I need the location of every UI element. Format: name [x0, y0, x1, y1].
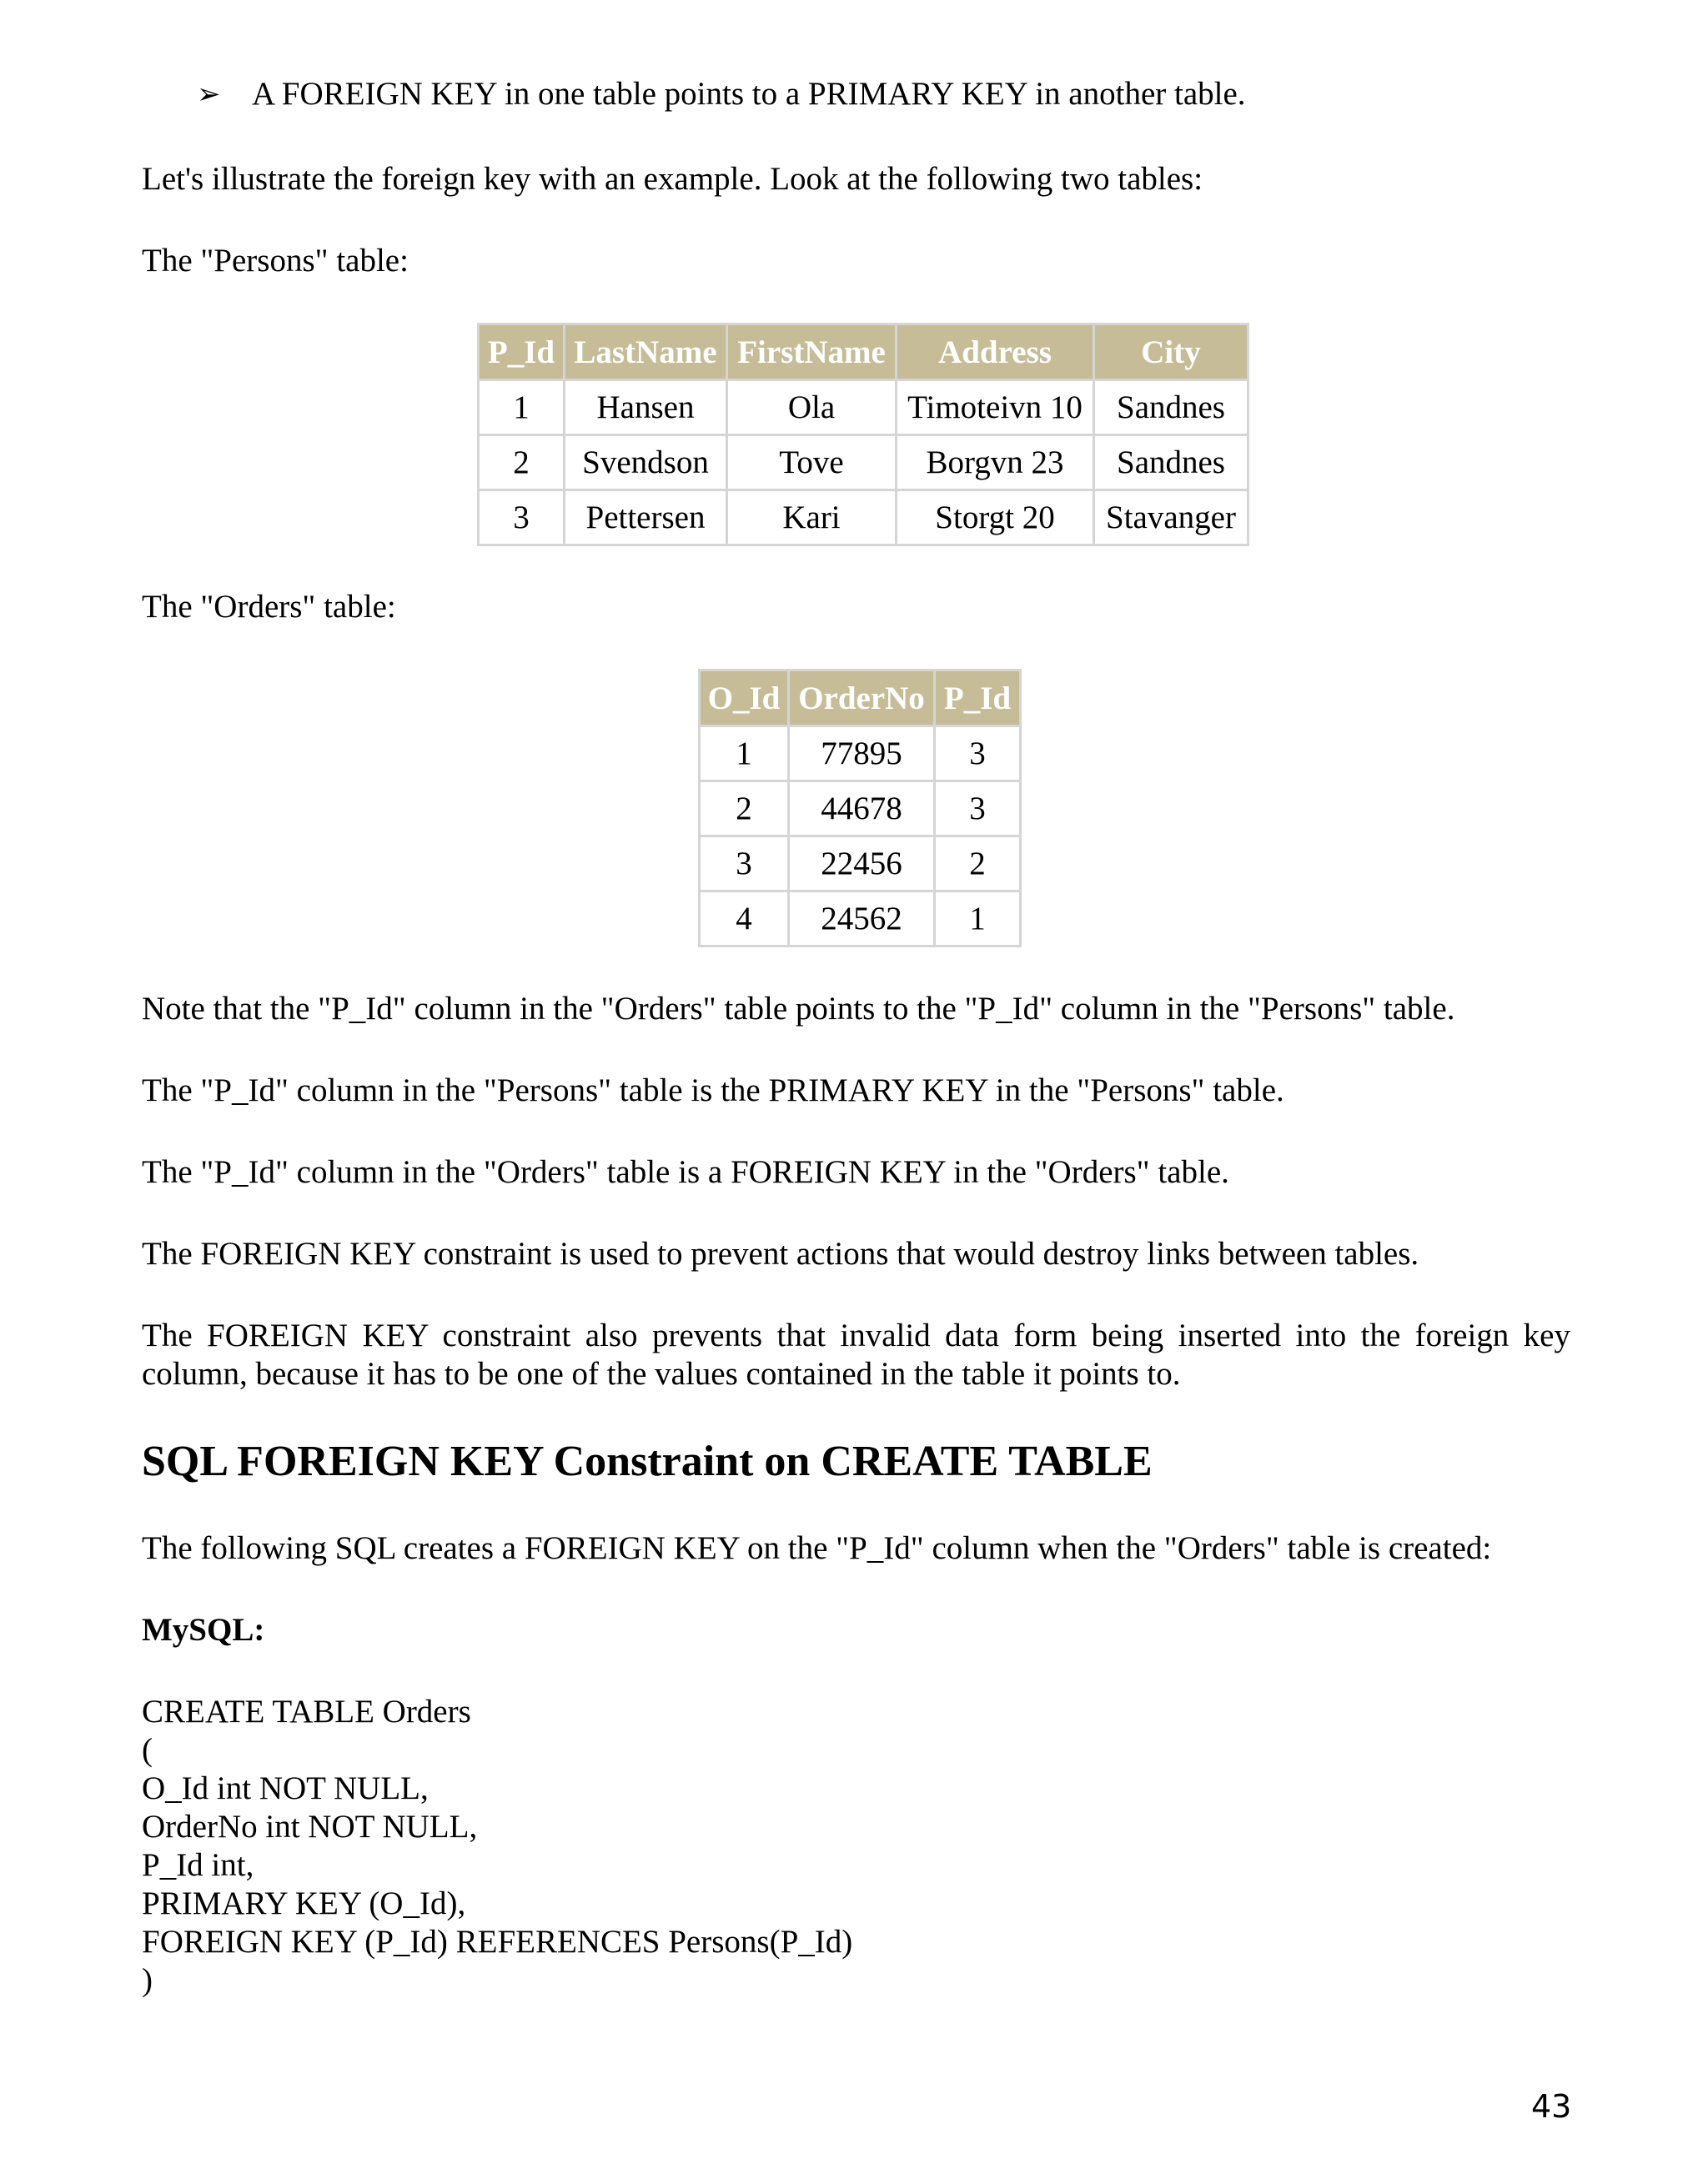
table-cell: Hansen	[565, 380, 727, 435]
persons-col-header: Address	[897, 324, 1094, 380]
table-row	[479, 380, 1248, 435]
table-cell: 3	[935, 726, 1021, 781]
table-row	[700, 781, 1021, 836]
orders-table	[698, 669, 1022, 947]
orders-table-caption: The "Orders" table:	[142, 589, 396, 625]
orders-col-header: P_Id	[935, 670, 1021, 726]
orders-col-header: OrderNo	[789, 670, 935, 726]
code-line: FOREIGN KEY (P_Id) REFERENCES Persons(P_Id)	[142, 1924, 853, 1960]
code-line: )	[142, 1962, 153, 1998]
note-paragraph: Note that the "P_Id" column in the "Orders" table points to the "P_Id" column in the "Persons" table.	[142, 991, 1455, 1027]
code-line: PRIMARY KEY (O_Id),	[142, 1885, 466, 1921]
note-paragraph: The FOREIGN KEY constraint is used to prevent actions that would destroy links between tables.	[142, 1236, 1419, 1272]
table-row	[479, 435, 1248, 490]
note-paragraph: The "P_Id" column in the "Persons" table is the PRIMARY KEY in the "Persons" table.	[142, 1072, 1284, 1108]
table-cell: 2	[935, 836, 1021, 891]
table-cell: 3	[935, 781, 1021, 836]
persons-col-header: P_Id	[479, 324, 565, 380]
table-cell: 1	[479, 380, 565, 435]
orders-col-header: O_Id	[700, 670, 789, 726]
table-cell: 2	[700, 781, 789, 836]
code-line: P_Id int,	[142, 1847, 254, 1883]
code-line: OrderNo int NOT NULL,	[142, 1809, 478, 1845]
table-cell: Svendson	[565, 435, 727, 490]
table-cell: Storgt 20	[897, 490, 1094, 545]
table-row	[700, 836, 1021, 891]
code-line: CREATE TABLE Orders	[142, 1694, 471, 1730]
table-cell: Borgvn 23	[897, 435, 1094, 490]
arrow-bullet-icon: ➢	[197, 78, 221, 111]
persons-table-caption: The "Persons" table:	[142, 243, 409, 279]
table-cell: 22456	[789, 836, 935, 891]
table-cell: 24562	[789, 891, 935, 946]
table-cell: 77895	[789, 726, 935, 781]
table-cell: Sandnes	[1094, 435, 1248, 490]
persons-col-header: City	[1094, 324, 1248, 380]
bullet-text: A FOREIGN KEY in one table points to a PRIMARY KEY in another table.	[252, 76, 1246, 112]
table-cell: 3	[700, 836, 789, 891]
table-cell: Tove	[727, 435, 897, 490]
mysql-label: MySQL:	[142, 1612, 265, 1648]
table-row	[700, 726, 1021, 781]
note-paragraph: The "P_Id" column in the "Orders" table is a FOREIGN KEY in the "Orders" table.	[142, 1154, 1229, 1190]
persons-table-header-row	[479, 324, 1248, 380]
note-paragraph-long: The FOREIGN KEY constraint also prevents that invalid data form being inserted into the foreign key column, because it has to be one of the values contained in the table it points to.	[142, 1318, 1570, 1392]
table-cell: 1	[700, 726, 789, 781]
sql-code-block	[142, 1693, 852, 2000]
table-cell: Pettersen	[565, 490, 727, 545]
persons-col-header: LastName	[565, 324, 727, 380]
table-row	[479, 490, 1248, 545]
table-cell: 4	[700, 891, 789, 946]
code-line: (	[142, 1732, 153, 1768]
section-intro: The following SQL creates a FOREIGN KEY on the "P_Id" column when the "Orders" table is created:	[142, 1530, 1492, 1566]
table-cell: Timoteivn 10	[897, 380, 1094, 435]
table-cell: 3	[479, 490, 565, 545]
intro-paragraph: Let's illustrate the foreign key with an example. Look at the following two tables:	[142, 161, 1203, 197]
table-row	[700, 891, 1021, 946]
table-cell: Ola	[727, 380, 897, 435]
table-cell: Stavanger	[1094, 490, 1248, 545]
persons-table	[477, 323, 1249, 546]
page-number: 43	[1531, 2088, 1572, 2125]
table-cell: 44678	[789, 781, 935, 836]
table-cell: 2	[479, 435, 565, 490]
code-line: O_Id int NOT NULL,	[142, 1770, 429, 1806]
section-heading: SQL FOREIGN KEY Constraint on CREATE TABLE	[142, 1438, 1153, 1485]
persons-col-header: FirstName	[727, 324, 897, 380]
table-cell: Sandnes	[1094, 380, 1248, 435]
table-cell: 1	[935, 891, 1021, 946]
table-cell: Kari	[727, 490, 897, 545]
orders-table-header-row	[700, 670, 1021, 726]
